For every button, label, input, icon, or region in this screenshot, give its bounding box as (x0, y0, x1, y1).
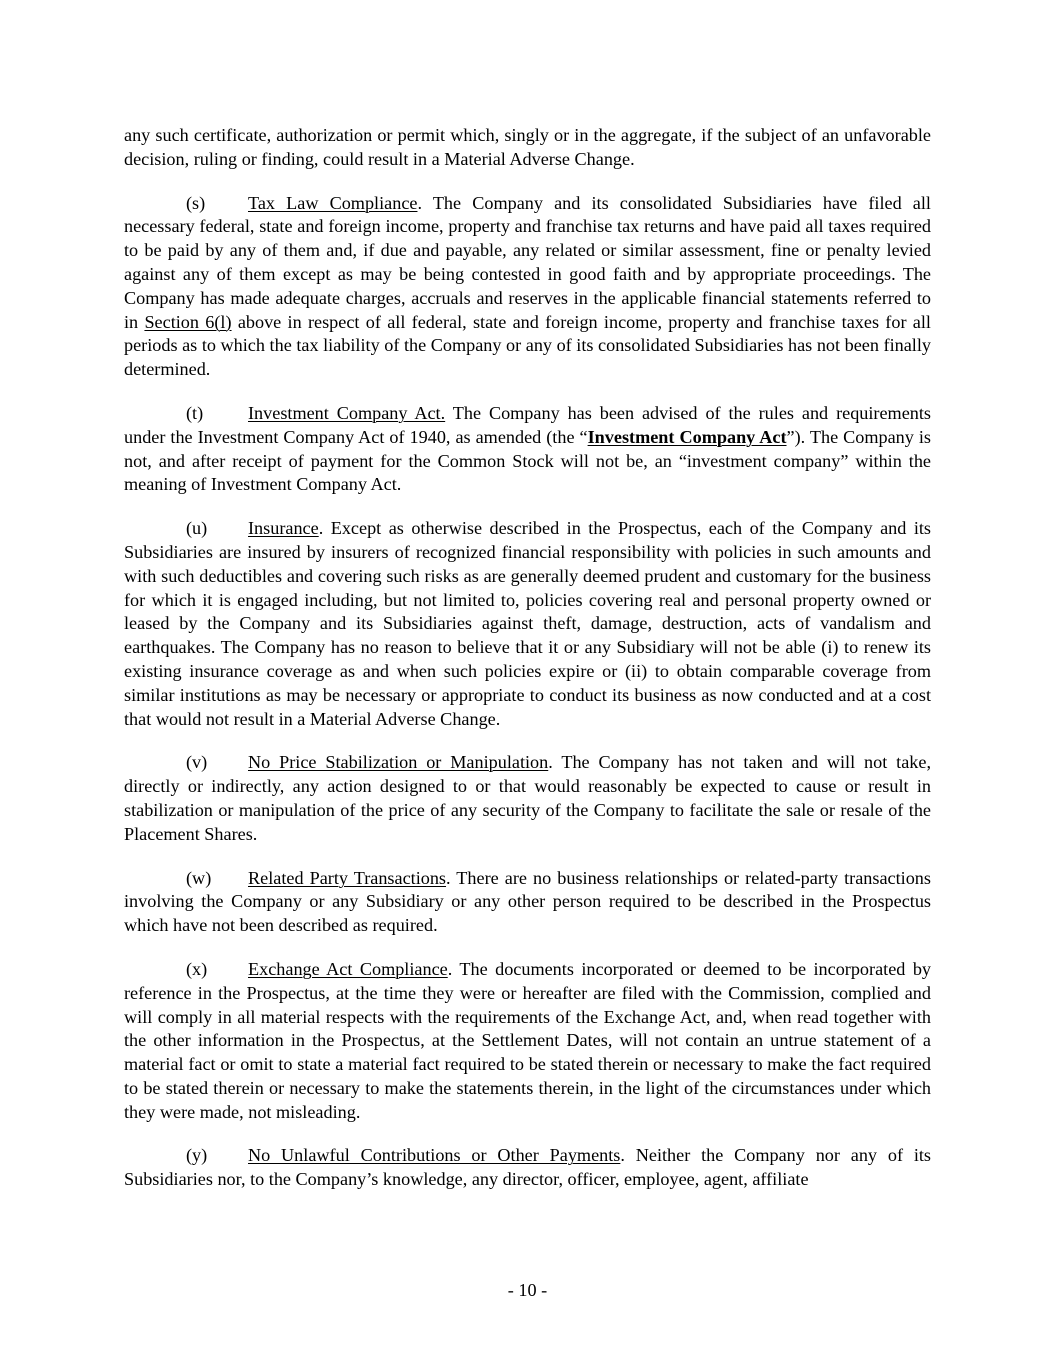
section-x-text: . The documents incorporated or deemed to be incorporated by reference in the Prospectus, at the time they were or hereafter are filed with the Commission, complied and will comply in all material respects with the requirements of the Exchange Act, and, when read together with the other information in the Prospectus, at the Settlement Dates, will not contain an untrue statement of a material fact or omit to state a material fact required to be stated therein or necessary to make the fact required to be stated therein or necessary to make the statements therein, in the light of the circumstances under which they were made, not misleading. (124, 958, 932, 1122)
section-t-title: Investment Company Act. (248, 402, 446, 423)
section-s-paragraph (124, 192, 931, 382)
section-s-text-b: above in respect of all federal, state and foreign income, property and franchise taxes for all periods as to which the tax liability of the Company or any of its consolidated Subsidiaries has not been finally determined. (124, 311, 931, 380)
section-s-number: (s) (186, 192, 206, 213)
section-y-title: No Unlawful Contributions or Other Payments (248, 1145, 621, 1166)
section-x-paragraph (124, 958, 931, 1125)
section-w-title: Related Party Transactions (248, 867, 447, 888)
section-v-paragraph (124, 751, 931, 846)
continuation-paragraph (124, 124, 931, 172)
section-u-title: Insurance (248, 518, 319, 539)
section-v-title: No Price Stabilization or Manipulation (248, 752, 549, 773)
section-v-text: . The Company has not taken and will not take, directly or indirectly, any action designed to or that would reasonably be expected to cause or result in stabilization or manipulation of the price of any security of the Company to facilitate the sale or resale of the Placement Shares. (124, 752, 931, 844)
section-y-text: . Neither the Company nor any of its Subsidiaries nor, to the Company’s knowledge, any director, officer, employee, agent, affiliate (124, 1145, 932, 1190)
section-v-number: (v) (186, 752, 208, 773)
section-x-title: Exchange Act Compliance (248, 958, 448, 979)
continuation-text: any such certificate, authorization or permit which, singly or in the aggregate, if the subject of an unfavorable decision, ruling or finding, could result in a Material Adverse Change. (124, 125, 931, 169)
document-page (124, 124, 931, 1212)
section-t-text-b: ”). The Company is not, and after receipt of payment for the Common Stock will not be, an “investment company” within the meaning of Investment Company Act. (124, 426, 931, 495)
section-w-paragraph (124, 867, 931, 938)
defined-term-investment-company-act: Investment Company Act (587, 426, 787, 447)
section-s-text-a: . The Company and its consolidated Subsidiaries have filed all necessary federal, state and foreign income, property and franchise tax returns and have paid all taxes required to be paid by any of them and, if due and payable, any related or similar assessment, fine or penalty levied against any of them except as may be being contested in good faith and by appropriate proceedings. The Company has made adequate charges, accruals and reserves in the applicable financial statements referred to in (124, 192, 931, 332)
section-t-paragraph (124, 402, 931, 497)
page-number: - 10 - (507, 1280, 548, 1300)
section-6l-reference: Section 6(l) (144, 311, 232, 332)
section-u-text: . Except as otherwise described in the Prospectus, each of the Company and its Subsidiaries are insured by insurers of recognized financial responsibility with policies in such amounts and with such deductibles and covering such risks as are generally deemed prudent and customary for the business for which it is engaged including, but not limited to, policies covering real and personal property owned or leased by the Company and its Subsidiaries against theft, damage, destruction, acts of vandalism and earthquakes. The Company has no reason to believe that it or any Subsidiary will not be able (i) to renew its existing insurance coverage as and when such policies expire or (ii) to obtain comparable coverage from similar institutions as may be necessary or appropriate to conduct its business as now conducted and at a cost that would not result in a Material Adverse Change. (124, 518, 931, 729)
section-y-number: (y) (186, 1145, 208, 1166)
section-y-paragraph (124, 1144, 931, 1192)
section-t-text-a: The Company has been advised of the rules and requirements under the Investment Company Act of 1940, as amended (the “ (124, 402, 932, 447)
section-t-number: (t) (186, 402, 204, 423)
section-w-text: . There are no business relationships or related-party transactions involving the Company or any Subsidiary or any other person required to be described in the Prospectus which have not been described as required. (124, 867, 931, 936)
section-u-number: (u) (186, 518, 208, 539)
section-s-title: Tax Law Compliance (248, 192, 418, 213)
section-w-number: (w) (186, 867, 212, 888)
section-x-number: (x) (186, 958, 208, 979)
section-u-paragraph (124, 517, 931, 731)
